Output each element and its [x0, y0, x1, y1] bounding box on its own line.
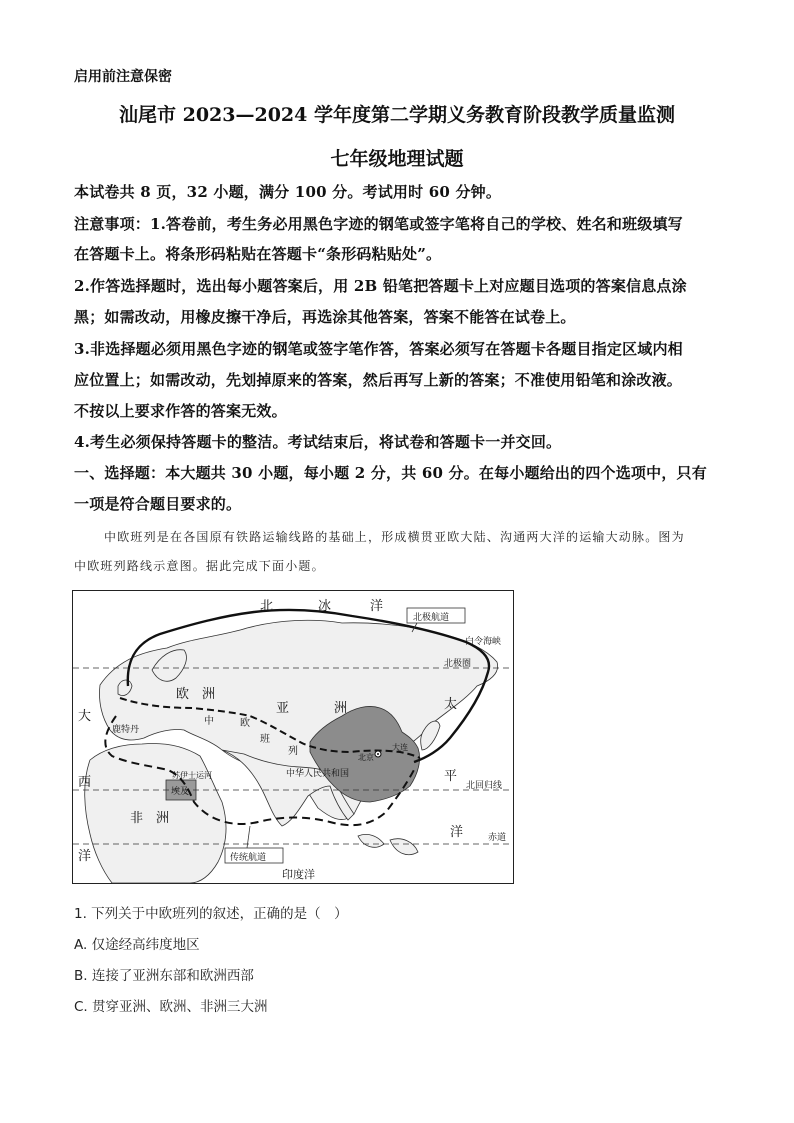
label-pacific-ping: 平 [444, 769, 458, 784]
label-bering: 白令海峡 [465, 637, 502, 647]
intro-text: 本试卷共 8 页，32 小题，满分 100 分。考试用时 60 分钟。 [74, 183, 502, 201]
label-zhong: 中 [204, 716, 214, 727]
exam-title: 汕尾市 2023—2024 学年度第二学期义务教育阶段教学质量监测 [119, 104, 675, 126]
label-lie: 列 [288, 746, 298, 757]
section-heading-line2: 一项是符合题目要求的。 [74, 495, 242, 513]
label-yang: 洋 [370, 599, 384, 614]
label-pacific-yang: 洋 [450, 825, 464, 840]
label-ou: 欧 [240, 718, 250, 729]
label-rotterdam: 鹿特丹 [112, 725, 140, 735]
label-africa: 非 洲 [130, 811, 170, 826]
question-1-stem: 1. 下列关于中欧班列的叙述，正确的是（ ） [74, 906, 348, 922]
label-arctic-circle: 北极圈 [444, 659, 472, 669]
option-b: B. 连接了亚洲东部和欧洲西部 [74, 968, 254, 984]
confidential-notice: 启用前注意保密 [74, 69, 172, 85]
label-yang-left: 洋 [78, 849, 92, 864]
note2-line1: 2.作答选择题时，选出每小题答案后，用 2B 铅笔把答题卡上对应题目选项的答案信息点涂 [74, 277, 687, 295]
note1-line1: 注意事项：1.答卷前，考生务必用黑色字迹的钢笔或签字笔将自己的学校、姓名和班级填写 [74, 215, 683, 233]
label-asia-zhou: 洲 [334, 701, 348, 716]
passage-line1: 中欧班列是在各国原有铁路运输线路的基础上，形成横贯亚欧大陆、沟通两大洋的运输大动脉。图为 [104, 530, 685, 544]
label-north: 北 [260, 599, 274, 614]
label-da: 大 [78, 709, 92, 724]
label-tropic: 北回归线 [466, 781, 503, 791]
label-arctic-route: 北极航道 [413, 613, 450, 623]
label-china: 中华人民共和国 [286, 769, 350, 779]
label-ban: 班 [260, 734, 270, 745]
option-a: A. 仅途经高纬度地区 [74, 937, 200, 953]
passage-line2: 中欧班列路线示意图。据此完成下面小题。 [74, 559, 325, 573]
label-indian-ocean: 印度洋 [282, 868, 315, 881]
label-traditional-route: 传统航道 [230, 853, 267, 863]
china-europe-railway-map [72, 590, 514, 884]
label-pacific-tai: 太 [444, 697, 458, 712]
exam-subtitle: 七年级地理试题 [330, 148, 464, 170]
section-heading-line1: 一、选择题：本大题共 30 小题，每小题 2 分，共 60 分。在每小题给出的四个选项中，只有 [74, 464, 707, 482]
label-dalian: 大连 [392, 743, 408, 752]
option-c: C. 贯穿亚洲、欧洲、非洲三大洲 [74, 999, 268, 1015]
note3-line2: 应位置上；如需改动，先划掉原来的答案，然后再写上新的答案；不准使用铅笔和涂改液。 [74, 371, 683, 389]
note1-line2: 在答题卡上。将条形码粘贴在答题卡“条形码粘贴处”。 [74, 245, 442, 263]
label-europe: 欧 洲 [176, 687, 216, 702]
note3-line3: 不按以上要求作答的答案无效。 [74, 402, 287, 420]
label-suez: 苏伊士运河 [172, 771, 212, 780]
label-egypt: 埃及 [171, 787, 190, 797]
label-xi: 西 [78, 775, 92, 790]
label-beijing: 北京 [358, 753, 374, 762]
label-equator: 赤道 [488, 833, 507, 843]
label-bing: 冰 [318, 599, 332, 614]
note3-line1: 3.非选择题必须用黑色字迹的钢笔或签字笔作答，答案必须写在答题卡各题目指定区域内相 [74, 340, 683, 358]
label-asia-ya: 亚 [276, 701, 290, 716]
note2-line2: 黑；如需改动，用橡皮擦干净后，再选涂其他答案，答案不能答在试卷上。 [74, 308, 576, 326]
note4: 4.考生必须保持答题卡的整洁。考试结束后，将试卷和答题卡一并交回。 [74, 433, 562, 451]
